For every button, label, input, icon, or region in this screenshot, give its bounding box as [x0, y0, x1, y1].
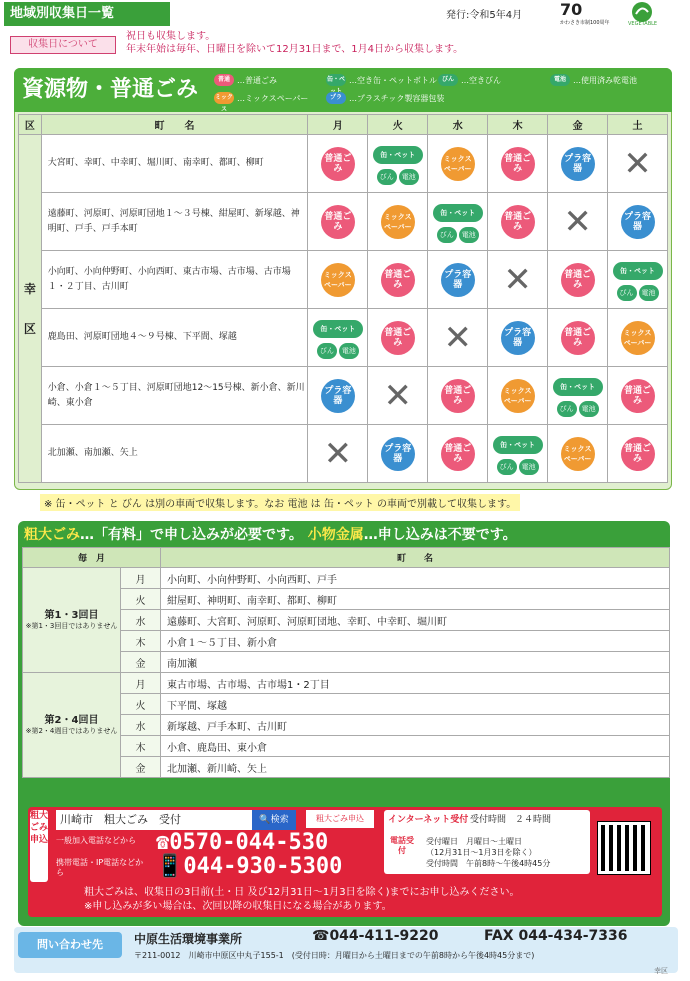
legend-item: [214, 74, 277, 86]
logo-sub: かわさき市制100周年: [560, 20, 610, 26]
qr-code-icon[interactable]: [598, 822, 650, 874]
legend-item: [326, 74, 437, 86]
legend-label: …空きびん: [461, 75, 501, 85]
bottle-badge: びん: [377, 169, 397, 185]
city-logo: [560, 0, 620, 26]
tel-hours: 受付時間 午前8時～午後4時45分: [426, 859, 551, 868]
legend-icon: 缶・ペ: [326, 74, 346, 86]
bulky-title-a: 粗大ごみ: [24, 527, 80, 543]
futsu-badge: 普通ごみ: [621, 379, 655, 413]
pla-badge: プラ容器: [561, 147, 595, 181]
schedule-row: [19, 251, 668, 309]
bulky-towns: 遠藤町、大宮町、河原町、河原町団地、幸町、中幸町、堀川町: [161, 610, 670, 631]
bulky-group: 第1・3回目 ※第1・3回目ではありません: [23, 568, 121, 673]
phone-label-mobile: 携帯電話・IP電話などから: [56, 858, 144, 877]
no-collection-icon: ✕: [383, 375, 413, 416]
legend-label: …空き缶・ペットボトル: [349, 75, 437, 85]
legend-item: [326, 92, 444, 104]
mix-badge: ミックスペーパー: [381, 205, 415, 239]
futsu-badge: 普通ごみ: [381, 321, 415, 355]
collection-day-can: [488, 425, 548, 483]
legend-icon: プラ: [326, 92, 346, 104]
tel-days: 受付曜日 月曜日～土曜日: [426, 837, 522, 846]
bulky-table: [22, 547, 670, 778]
bulky-towns: 新塚越、戸手本町、古川町: [161, 715, 670, 736]
page-title: 地域別収集日一覧: [4, 2, 170, 26]
bulky-towns: 東古市場、古市場、古市場1・2丁目: [161, 673, 670, 694]
town-names: 北加瀬、南加瀬、矢上: [41, 425, 308, 483]
town-names: 小倉、小倉１～５丁目、河原町団地12～15号棟、新小倉、新川崎、東小倉: [41, 367, 308, 425]
bottle-badge: びん: [497, 459, 517, 475]
can-pet-badge: 缶・ペット: [613, 262, 663, 280]
collection-day-mix: [488, 367, 548, 425]
bulky-weekday: 火: [121, 589, 161, 610]
col-tue: 火: [368, 115, 428, 135]
schedule-row: [19, 135, 668, 193]
collection-day-pla: [308, 367, 368, 425]
bulky-title-b: …「有料」で申し込みが必要です。: [80, 527, 303, 543]
mix-badge: ミックスペーパー: [501, 379, 535, 413]
collection-day-mix: [308, 251, 368, 309]
town-names: 大宮町、幸町、中幸町、堀川町、南幸町、都町、柳町: [41, 135, 308, 193]
footer-code: 幸区: [654, 967, 668, 975]
futsu-badge: 普通ごみ: [501, 147, 535, 181]
collection-day-pla: [368, 425, 428, 483]
legend-label: …プラスチック製容器包装: [349, 93, 445, 103]
deadline-line2: ※申し込みが多い場合は、次回以降の収集日になる場合があります。: [84, 901, 392, 912]
collection-day-mix: [368, 193, 428, 251]
bulky-weekday: 木: [121, 736, 161, 757]
bulky-towns: 紺屋町、神明町、南幸町、都町、柳町: [161, 589, 670, 610]
bulky-title-c: 小物金属: [307, 527, 364, 543]
collection-day-futsu: [488, 135, 548, 193]
bulky-towns: 小倉、鹿島田、東小倉: [161, 736, 670, 757]
schedule-row: [19, 193, 668, 251]
town-names: 小向町、小向仲野町、小向西町、東古市場、古市場、古市場１・２丁目、古川町: [41, 251, 308, 309]
collection-day-can: [548, 367, 608, 425]
collection-day-futsu: [368, 309, 428, 367]
bottle-badge: びん: [437, 227, 457, 243]
notice-line2: 年末年始は毎年、日曜日を除いて12月31日まで、1月4日から収集します。: [126, 44, 464, 55]
col-town: 町 名: [41, 115, 308, 135]
bulky-weekday: 水: [121, 610, 161, 631]
no-collection-icon: ✕: [503, 259, 532, 300]
notice-line1: 祝日も収集します。: [126, 31, 216, 42]
phone-navi-dial: ☎0570-044-530: [156, 830, 329, 855]
schedule-row: [19, 425, 668, 483]
bulky-weekday: 水: [121, 715, 161, 736]
bulky-row: [23, 757, 670, 778]
bulky-towns: 小倉１～５丁目、新小倉: [161, 631, 670, 652]
bulky-weekday: 火: [121, 694, 161, 715]
pla-badge: プラ容器: [441, 263, 475, 297]
mix-badge: ミックスペーパー: [441, 147, 475, 181]
collection-day-futsu: [428, 425, 488, 483]
contact-label: 問い合わせ先: [18, 932, 122, 958]
collection-day-pla: [488, 309, 548, 367]
collection-day-futsu: [548, 309, 608, 367]
town-names: 鹿島田、河原町団地４～９号棟、下平間、塚越: [41, 309, 308, 367]
no-collection-icon: ✕: [623, 143, 652, 184]
bulky-weekday: 月: [121, 568, 161, 589]
col-wed: 水: [428, 115, 488, 135]
schedule-row: [19, 309, 668, 367]
can-pet-badge: 缶・ペット: [373, 146, 423, 164]
can-pet-badge: 缶・ペット: [553, 378, 603, 396]
bottle-badge: びん: [557, 401, 577, 417]
collection-day-mix: [428, 135, 488, 193]
col-sat: 土: [608, 115, 668, 135]
vegetable-logo-icon: [628, 0, 668, 26]
bulky-towns: 南加瀬: [161, 652, 670, 673]
bulky-weekday: 金: [121, 652, 161, 673]
futsu-badge: 普通ごみ: [561, 321, 595, 355]
legend-item: [550, 74, 637, 86]
net-hours: 受付時間 ２４時間: [470, 815, 552, 825]
no-collection-icon: ✕: [563, 201, 592, 242]
apply-side-label: 粗大ごみ申込: [30, 810, 48, 882]
battery-badge: 電池: [459, 227, 479, 243]
bottle-badge: びん: [617, 285, 637, 301]
battery-badge: 電池: [339, 343, 359, 359]
tel-details: [426, 836, 550, 869]
logo-text: 70: [560, 0, 583, 19]
phone-mobile: 📱044-930-5300: [156, 854, 343, 879]
bulky-apply-link[interactable]: 粗大ごみ申込: [306, 810, 374, 828]
collection-day-x: [608, 135, 668, 193]
futsu-badge: 普通ごみ: [381, 263, 415, 297]
tel-except: （12月31日～1月3日を除く）: [426, 848, 537, 857]
deadline-note: [84, 886, 520, 914]
legend-icon: ミックス: [215, 94, 233, 113]
futsu-badge: 普通ごみ: [321, 205, 355, 239]
office-name: 中原生活環境事業所: [134, 932, 243, 946]
collection-day-futsu: [488, 193, 548, 251]
notice-tag: 収集日について: [10, 36, 116, 54]
bulky-row: [23, 736, 670, 757]
office-fax: FAX 044-434-7336: [484, 928, 628, 944]
collection-day-x: [548, 193, 608, 251]
mix-badge: ミックスペーパー: [621, 321, 655, 355]
col-month: 毎 月: [23, 548, 161, 568]
col-fri: 金: [548, 115, 608, 135]
futsu-badge: 普通ごみ: [441, 379, 475, 413]
col-thu: 木: [488, 115, 548, 135]
battery-badge: 電池: [639, 285, 659, 301]
separate-note: ※ 缶・ペット と びん は別の車両で収集します。なお 電池 は 缶・ペット の車両で別載して収集します。: [40, 494, 520, 511]
bottle-badge: びん: [317, 343, 337, 359]
no-collection-icon: ✕: [323, 433, 353, 474]
search-keyword-box[interactable]: 川崎市 粗大ごみ 受付: [56, 810, 252, 830]
legend-icon: 普通: [214, 74, 234, 86]
mix-badge: ミックスペーパー: [321, 263, 355, 297]
tel-reception-tag: 電話受付: [390, 836, 414, 855]
bulky-weekday: 金: [121, 757, 161, 778]
phone-label-landline: 一般加入電話などから: [56, 836, 136, 845]
notice-text: [126, 30, 463, 56]
can-pet-badge: 缶・ペット: [433, 204, 483, 222]
legend-item: [438, 74, 501, 86]
bulky-row: [23, 652, 670, 673]
collection-day-x: [368, 367, 428, 425]
collection-day-pla: [548, 135, 608, 193]
bulky-title-d: …申し込みは不要です。: [363, 527, 517, 543]
pla-badge: プラ容器: [621, 205, 655, 239]
bulky-row: [23, 694, 670, 715]
veg-logo-text: VEGETABLE: [628, 21, 658, 26]
legend: [214, 74, 664, 113]
futsu-badge: 普通ごみ: [621, 437, 655, 471]
can-pet-badge: 缶・ペット: [313, 320, 363, 338]
futsu-badge: 普通ごみ: [561, 263, 595, 297]
ward-label: 幸 区: [19, 135, 42, 483]
collection-day-pla: [428, 251, 488, 309]
battery-badge: 電池: [579, 401, 599, 417]
office-phone: ☎044-411-9220: [312, 928, 439, 944]
can-pet-badge: 缶・ペット: [493, 436, 543, 454]
search-button[interactable]: 🔍検索: [252, 810, 296, 830]
collection-day-futsu: [308, 135, 368, 193]
bulky-row: [23, 589, 670, 610]
collection-day-can: [608, 251, 668, 309]
col-bulky-town: 町 名: [161, 548, 670, 568]
no-collection-icon: ✕: [443, 317, 472, 358]
bulky-row: [23, 673, 670, 694]
collection-day-can: [428, 193, 488, 251]
legend-icon: びん: [438, 74, 458, 86]
schedule-row: [19, 367, 668, 425]
legend-item: [214, 92, 309, 113]
pla-badge: プラ容器: [381, 437, 415, 471]
deadline-line1: 粗大ごみは、収集日の3日前(土・日 及び12月31日～1月3日を除く)までにお申し込みください。: [84, 887, 520, 898]
futsu-badge: 普通ごみ: [501, 205, 535, 239]
collection-day-x: [428, 309, 488, 367]
office-address: 〒211-0012 川崎市中原区中丸子155-1 (受付日時：月曜日から土曜日までの午前8時から午後4時45分まで): [134, 951, 535, 960]
collection-day-pla: [608, 193, 668, 251]
bulky-group: 第2・4回目 ※第2・4週目ではありません: [23, 673, 121, 778]
issue-date: 発行:令和5年4月: [446, 10, 523, 21]
legend-label: …使用済み乾電池: [573, 75, 637, 85]
net-reception: インターネット受付: [388, 815, 469, 825]
mix-badge: ミックスペーパー: [561, 437, 595, 471]
futsu-badge: 普通ごみ: [321, 147, 355, 181]
collection-day-mix: [608, 309, 668, 367]
col-ku: 区: [19, 115, 42, 135]
collection-day-futsu: [368, 251, 428, 309]
collection-day-can: [308, 309, 368, 367]
collection-day-futsu: [308, 193, 368, 251]
town-names: 遠藤町、河原町、河原町団地１～３号棟、紺屋町、新塚越、神明町、戸手、戸手本町: [41, 193, 308, 251]
resource-title: 資源物・普通ごみ: [22, 77, 199, 102]
battery-badge: 電池: [519, 459, 539, 475]
pla-badge: プラ容器: [321, 379, 355, 413]
bulky-row: [23, 715, 670, 736]
collection-day-futsu: [608, 367, 668, 425]
collection-day-can: [368, 135, 428, 193]
legend-label: …ミックスペーパー: [237, 93, 309, 103]
battery-badge: 電池: [399, 169, 419, 185]
collection-day-futsu: [608, 425, 668, 483]
bulky-title: [24, 524, 517, 544]
bulky-towns: 北加瀬、新川崎、矢上: [161, 757, 670, 778]
bulky-weekday: 月: [121, 673, 161, 694]
collection-day-x: [308, 425, 368, 483]
collection-day-futsu: [428, 367, 488, 425]
bulky-towns: 下平間、塚越: [161, 694, 670, 715]
bulky-row: [23, 568, 670, 589]
legend-icon: 電池: [550, 74, 570, 86]
collection-day-futsu: [548, 251, 608, 309]
pla-badge: プラ容器: [501, 321, 535, 355]
bulky-towns: 小向町、小向仲野町、小向西町、戸手: [161, 568, 670, 589]
resource-schedule-table: [18, 114, 668, 483]
bulky-row: [23, 631, 670, 652]
collection-day-mix: [548, 425, 608, 483]
bulky-row: [23, 610, 670, 631]
futsu-badge: 普通ごみ: [441, 437, 475, 471]
col-mon: 月: [308, 115, 368, 135]
bulky-weekday: 木: [121, 631, 161, 652]
legend-label: …普通ごみ: [237, 75, 277, 85]
collection-day-x: [488, 251, 548, 309]
